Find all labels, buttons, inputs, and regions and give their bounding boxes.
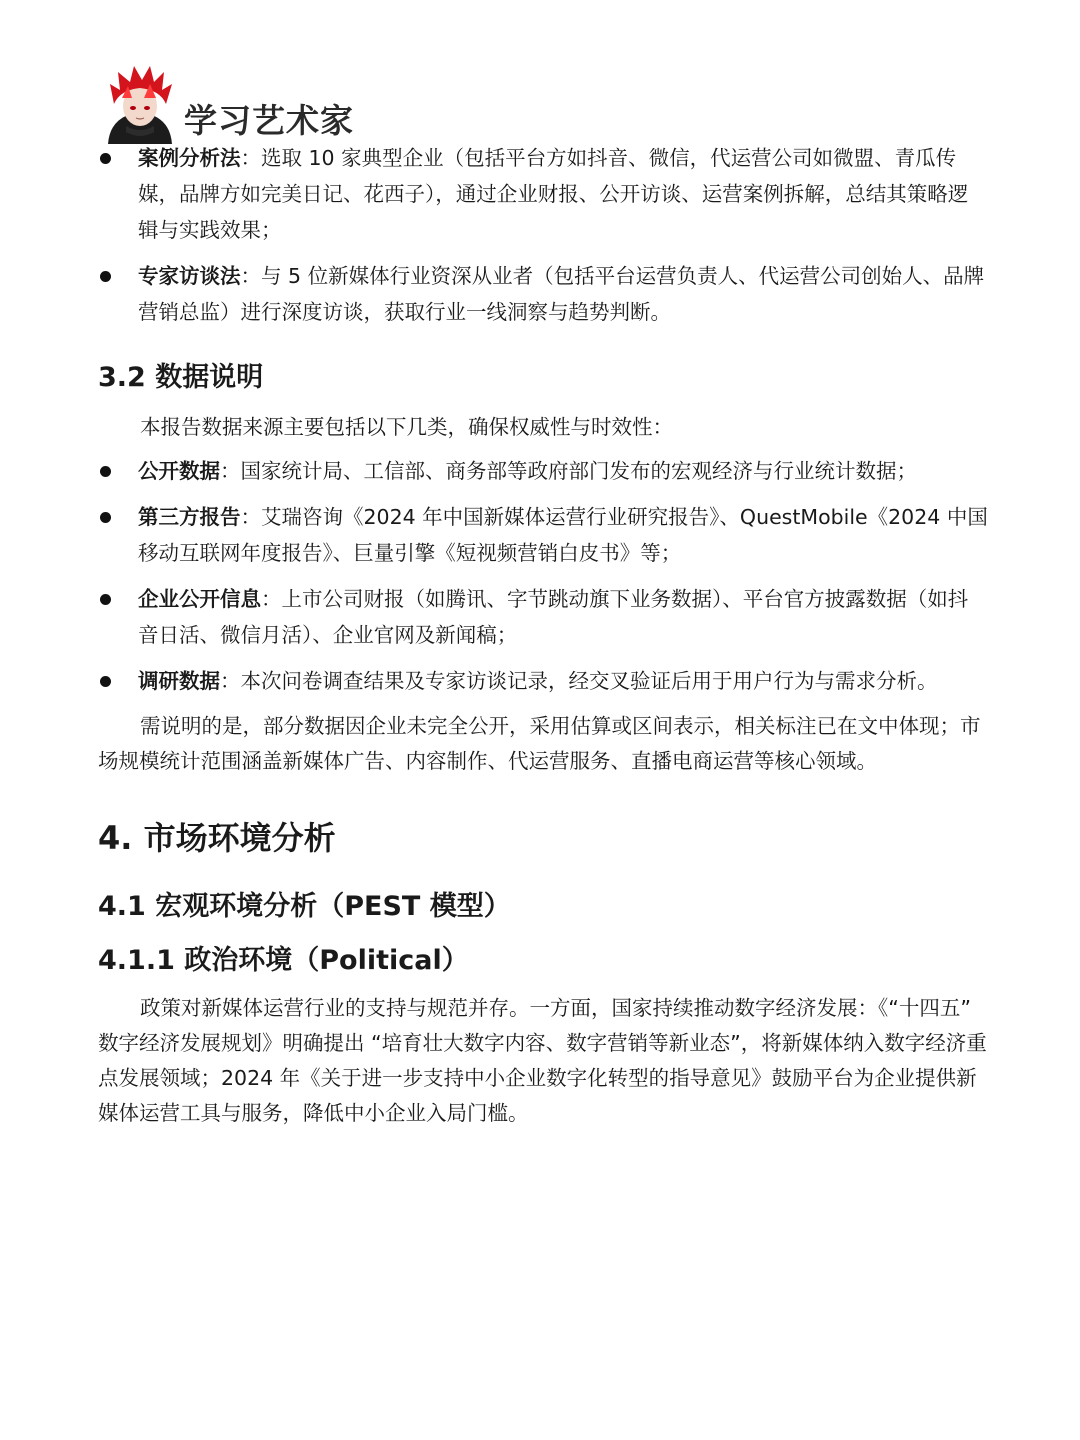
bullet-dot-icon [100, 676, 111, 687]
list-item [98, 499, 988, 571]
document-body [98, 140, 988, 1139]
avatar-illustration [100, 64, 180, 144]
brand-name: 学习艺术家 [184, 101, 354, 140]
list-item-term: 第三方报告 [138, 505, 241, 529]
list-item-text: ：上市公司财报（如腾讯、字节跳动旗下业务数据）、平台官方披露数据（如抖音日活、微信月活）、企业官网及新闻稿； [138, 587, 969, 647]
list-item [98, 140, 988, 248]
bullet-dot-icon [100, 512, 111, 523]
list-item-text: ：与 5 位新媒体行业资深从业者（包括平台运营负责人、代运营公司创始人、品牌营销总监）进行深度访谈，获取行业一线洞察与趋势判断。 [138, 264, 985, 324]
political-paragraph: 政策对新媒体运营行业的支持与规范并存。一方面，国家持续推动数字经济发展：《“十四五” 数字经济发展规划》明确提出 “培育壮大数字内容、数字营销等新业态”，将新媒体纳入数字经济重点发展领域；2024 年《关于进一步支持中小企业数字化转型的指导意见》鼓励平台为企业提供新媒体运营工具与服务，降低中小企业入局门槛。 [98, 996, 987, 1125]
list-item [98, 663, 988, 699]
bullet-dot-icon [100, 271, 111, 282]
chapter-heading-market: 4. 市场环境分析 [98, 819, 336, 857]
list-item-text: ：艾瑞咨询《2024 年中国新媒体运营行业研究报告》、QuestMobile《2024 中国移动互联网年度报告》、巨量引擎《短视频营销白皮书》等； [138, 505, 988, 565]
data-intro-paragraph: 本报告数据来源主要包括以下几类，确保权威性与时效性： [140, 415, 673, 439]
list-item-term: 公开数据 [138, 459, 220, 483]
brand-logo [100, 64, 354, 144]
list-item [98, 453, 988, 489]
list-item-text: ：选取 10 家典型企业（包括平台方如抖音、微信，代运营公司如微盟、青瓜传媒，品牌方如完美日记、花西子），通过企业财报、公开访谈、运营案例拆解，总结其策略逻辑与实践效果； [138, 146, 969, 242]
section-heading-data: 3.2 数据说明 [98, 362, 264, 393]
subsection-heading-political: 4.1.1 政治环境（Political） [98, 945, 469, 976]
avatar-icon [100, 64, 180, 144]
list-item-term: 企业公开信息 [138, 587, 261, 611]
bullet-dot-icon [100, 594, 111, 605]
list-item-text: ：国家统计局、工信部、商务部等政府部门发布的宏观经济与行业统计数据； [220, 459, 917, 483]
bullet-dot-icon [100, 153, 111, 164]
list-item-text: ：本次问卷调查结果及专家访谈记录，经交叉验证后用于用户行为与需求分析。 [220, 669, 938, 693]
list-item-term: 专家访谈法 [138, 264, 241, 288]
list-item [98, 258, 988, 330]
list-item-term: 调研数据 [138, 669, 220, 693]
list-item-term: 案例分析法 [138, 146, 241, 170]
list-item [98, 581, 988, 653]
data-note-paragraph: 需说明的是，部分数据因企业未完全公开，采用估算或区间表示，相关标注已在文中体现；市场规模统计范围涵盖新媒体广告、内容制作、代运营服务、直播电商运营等核心领域。 [98, 714, 981, 773]
bullet-dot-icon [100, 466, 111, 477]
section-heading-pest: 4.1 宏观环境分析（PEST 模型） [98, 891, 511, 922]
